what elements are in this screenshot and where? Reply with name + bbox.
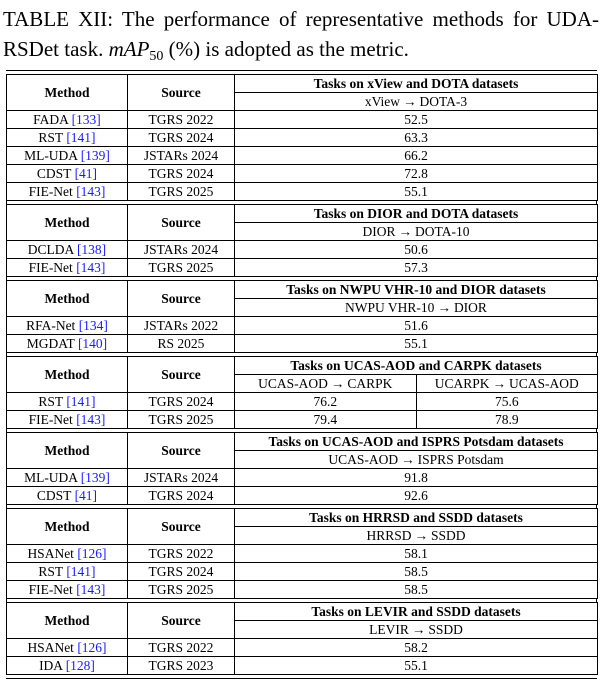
task-title: Tasks on NWPU VHR-10 and DIOR datasets [235,281,598,299]
table-row [7,147,598,165]
method-name: CDST [36,166,75,181]
map-value-cell: 92.6 [235,487,598,505]
header-row [7,281,598,299]
source-cell: TGRS 2025 [128,581,235,599]
map-value-cell: 76.2 [235,393,417,411]
map-value-cell: 75.6 [416,393,598,411]
method-cell [7,259,128,277]
task-block [6,508,598,599]
method-cell [7,411,128,429]
subtask-label [235,375,417,393]
subtask-label [235,223,598,241]
subtask-target-domain: UCAS-AOD [509,376,579,391]
map-value-cell: 63.3 [235,129,598,147]
citation-link[interactable]: [126] [77,640,107,655]
subtask-label [235,621,598,639]
map-value-cell: 79.4 [235,411,417,429]
subtask-source-domain: DIOR [362,224,396,239]
citation-link[interactable]: [143] [76,260,106,275]
map-value-cell: 52.5 [235,111,598,129]
method-cell [7,335,128,353]
method-name: RST [38,130,67,145]
method-name: RST [38,564,67,579]
method-name: FIE-Net [28,412,77,427]
table-row [7,183,598,201]
table-row [7,563,598,581]
method-cell [7,165,128,183]
subtask-target-domain: SSDD [428,622,463,637]
table-row [7,639,598,657]
method-header: Method [7,205,128,241]
method-cell [7,111,128,129]
method-name: ML-UDA [24,148,81,163]
task-title: Tasks on UCAS-AOD and ISPRS Potsdam datasets [235,433,598,451]
method-name: MGDAT [26,336,78,351]
subtask-label [235,299,598,317]
method-cell [7,393,128,411]
arrow-icon: → [492,376,506,391]
subtask-label [416,375,598,393]
caption-metric: mAP [108,37,150,61]
subtask-source-domain: UCARPK [434,376,490,391]
source-header: Source [128,205,235,241]
task-block [6,74,598,201]
map-value-cell: 50.6 [235,241,598,259]
source-cell: TGRS 2024 [128,129,235,147]
method-cell [7,317,128,335]
map-value-cell: 66.2 [235,147,598,165]
table-row [7,259,598,277]
source-header: Source [128,603,235,639]
table-row [7,165,598,183]
citation-link[interactable]: [139] [80,148,110,163]
arrow-icon: → [330,376,345,391]
subtask-source-domain: LEVIR [369,622,409,637]
source-cell: JSTARs 2024 [128,147,235,165]
map-value-cell: 55.1 [235,335,598,353]
source-cell: TGRS 2025 [128,183,235,201]
method-header: Method [7,281,128,317]
source-cell: TGRS 2023 [128,657,235,675]
map-value-cell: 58.5 [235,563,598,581]
table-row [7,111,598,129]
method-header: Method [7,433,128,469]
source-cell: TGRS 2024 [128,165,235,183]
subtask-source-domain: NWPU VHR-10 [345,300,435,315]
source-cell: TGRS 2022 [128,545,235,563]
header-row [7,433,598,451]
source-cell: TGRS 2024 [128,487,235,505]
subtask-target-domain: SSDD [431,528,466,543]
source-cell: JSTARs 2024 [128,469,235,487]
subtask-label [235,451,598,469]
method-cell [7,545,128,563]
subtask-source-domain: UCAS-AOD [258,376,328,391]
method-name: RFA-Net [26,318,79,333]
method-name: HSANet [27,640,78,655]
citation-link[interactable]: [128] [65,658,95,673]
source-cell: TGRS 2024 [128,393,235,411]
table-row [7,657,598,675]
method-name: DCLDA [27,242,77,257]
arrow-icon: → [398,224,413,239]
task-title: Tasks on DIOR and DOTA datasets [235,205,598,223]
task-block [6,432,598,505]
arrow-icon: → [401,452,415,467]
source-cell: TGRS 2024 [128,563,235,581]
header-row [7,603,598,621]
citation-link[interactable]: [143] [76,582,106,597]
method-header: Method [7,603,128,639]
source-cell: TGRS 2025 [128,411,235,429]
results-table [6,70,597,679]
citation-link[interactable]: [141] [66,564,96,579]
table-bottom-rule [6,678,597,679]
task-title: Tasks on xView and DOTA datasets [235,75,598,93]
method-name: CDST [36,488,75,503]
source-header: Source [128,509,235,545]
method-name: FADA [33,112,72,127]
method-cell [7,241,128,259]
citation-link[interactable]: [126] [77,546,107,561]
task-title: Tasks on HRRSD and SSDD datasets [235,509,598,527]
table-row [7,411,598,429]
citation-link[interactable]: [41] [74,488,98,503]
map-value-cell: 55.1 [235,657,598,675]
map-value-cell: 58.2 [235,639,598,657]
table-row [7,335,598,353]
citation-link[interactable]: [143] [76,184,106,199]
arrow-icon: → [411,622,426,637]
citation-link[interactable]: [139] [80,470,110,485]
method-cell [7,487,128,505]
subtask-source-domain: HRRSD [366,528,412,543]
method-cell [7,563,128,581]
method-name: FIE-Net [28,260,77,275]
table-row [7,545,598,563]
task-block [6,356,598,429]
source-header: Source [128,433,235,469]
map-value-cell: 55.1 [235,183,598,201]
header-row [7,205,598,223]
arrow-icon: → [414,528,428,543]
table-row [7,393,598,411]
citation-link[interactable]: [138] [76,242,107,257]
source-cell: JSTARs 2022 [128,317,235,335]
source-cell: TGRS 2022 [128,639,235,657]
citation-link[interactable]: [133] [71,112,101,127]
source-header: Source [128,357,235,393]
citation-link[interactable]: [143] [76,412,106,427]
method-name: FIE-Net [28,184,77,199]
header-row [7,509,598,527]
method-name: FIE-Net [28,582,77,597]
map-value-cell: 51.6 [235,317,598,335]
method-cell [7,639,128,657]
arrow-icon: → [403,94,417,109]
arrow-icon: → [437,300,451,315]
subtask-target-domain: DIOR [453,300,487,315]
method-name: IDA [39,658,66,673]
caption-text: TABLE XII: The performance of representative methods for UDA-RSDet task. [3,7,599,61]
map-value-cell: 72.8 [235,165,598,183]
subtask-source-domain: UCAS-AOD [328,452,399,467]
subtask-label [235,93,598,111]
subtask-target-domain: CARPK [347,376,393,391]
citation-link[interactable]: [134] [78,318,108,333]
table-row [7,317,598,335]
citation-link[interactable]: [140] [77,336,108,351]
subtask-target-domain: DOTA-3 [419,94,468,109]
header-row [7,357,598,375]
header-row [7,75,598,93]
method-cell [7,581,128,599]
source-header: Source [128,75,235,111]
caption-metric-subscript: 50 [149,49,164,64]
table-row [7,581,598,599]
method-cell [7,147,128,165]
citation-link[interactable]: [141] [66,130,96,145]
task-title: Tasks on UCAS-AOD and CARPK datasets [235,357,598,375]
task-block [6,280,598,353]
table-caption [3,4,599,64]
source-header: Source [128,281,235,317]
method-name: RST [38,394,67,409]
subtask-label [235,527,598,545]
source-cell: RS 2025 [128,335,235,353]
method-header: Method [7,75,128,111]
method-cell [7,129,128,147]
citation-link[interactable]: [141] [66,394,96,409]
table-row [7,241,598,259]
task-block [6,204,598,277]
map-value-cell: 58.5 [235,581,598,599]
subtask-source-domain: xView [364,94,400,109]
map-value-cell: 78.9 [416,411,598,429]
method-cell [7,469,128,487]
method-cell [7,183,128,201]
source-cell: TGRS 2022 [128,111,235,129]
method-name: HSANet [27,546,78,561]
source-cell: TGRS 2025 [128,259,235,277]
subtask-target-domain: ISPRS Potsdam [417,452,504,467]
map-value-cell: 58.1 [235,545,598,563]
method-name: ML-UDA [24,470,81,485]
table-row [7,487,598,505]
table-row [7,469,598,487]
source-cell: JSTARs 2024 [128,241,235,259]
subtask-target-domain: DOTA-10 [415,224,470,239]
task-block [6,602,598,675]
task-title: Tasks on LEVIR and SSDD datasets [235,603,598,621]
map-value-cell: 91.8 [235,469,598,487]
caption-suffix: (%) is adopted as the metric. [163,37,409,61]
map-value-cell: 57.3 [235,259,598,277]
method-cell [7,657,128,675]
method-header: Method [7,509,128,545]
citation-link[interactable]: [41] [74,166,98,181]
table-row [7,129,598,147]
method-header: Method [7,357,128,393]
